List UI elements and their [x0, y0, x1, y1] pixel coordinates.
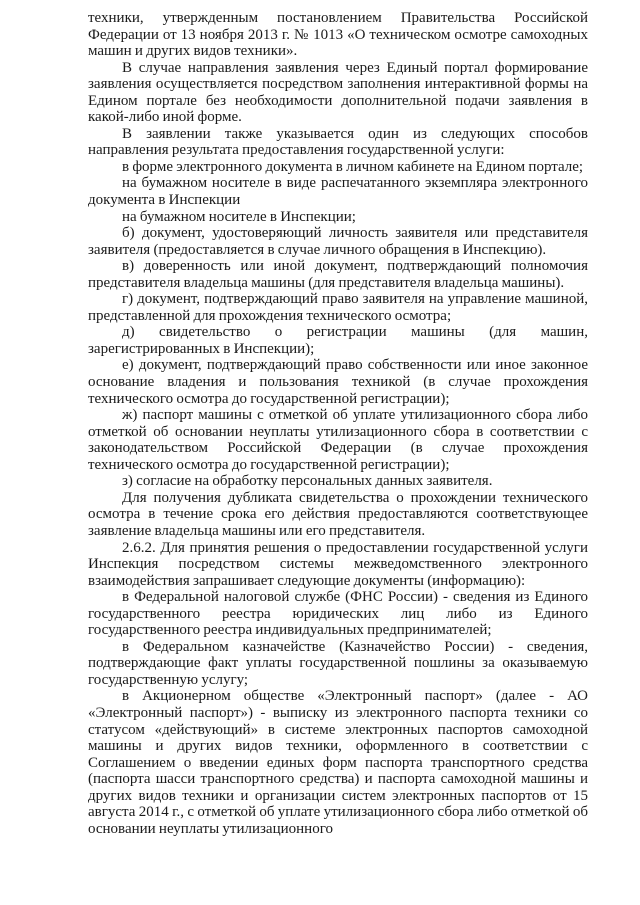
- list-item-b-identity: б) документ, удостоверяющий личность заявителя или представителя заявителя (предоставляется в случае личного обращения в Инспекцию).: [88, 225, 588, 258]
- list-item-v-power-of-attorney: в) доверенность или иной документ, подтверждающий полномочия представителя владельца машины (для представителя владельца машины).: [88, 258, 588, 291]
- list-item-g-driving-right: г) документ, подтверждающий право заявителя на управление машиной, представленной для прохождения технического осмотра;: [88, 291, 588, 324]
- paragraph-continuation: техники, утвержденным постановлением Правительства Российской Федерации от 13 ноября 2013 г. № 1013 «О техническом осмотре самоходных машин и других видов техники».: [88, 10, 588, 60]
- document-page: [88, 10, 588, 837]
- paragraph-section-2-6-2: 2.6.2. Для принятия решения о предоставлении государственной услуги Инспекция посредством системы межведомственного электронного взаимодействия запрашивает следующие документы (информацию):: [88, 539, 588, 589]
- list-item-fns: в Федеральной налоговой службе (ФНС России) - сведения из Единого государственного реестра юридических лиц либо из Единого государственного реестра индивидуальных предпринимателей;: [88, 589, 588, 639]
- list-item-paper-inspection: на бумажном носителе в Инспекции;: [122, 208, 356, 225]
- list-item-e-ownership: е) документ, подтверждающий право собственности или иное законное основание владения и пользования техникой (в случае прохождения технического осмотра до государственной регистрации);: [88, 357, 588, 407]
- list-item-electronic-cabinet: в форме электронного документа в личном кабинете на Едином портале;: [122, 158, 584, 175]
- paragraph-result-methods: В заявлении также указывается один из следующих способов направления результата предоставления государственной услуги:: [88, 125, 588, 159]
- paragraph-duplicate: Для получения дубликата свидетельства о прохождении технического осмотра в течение срока его действия предоставляются соответствующее заявление владельца машины или его представителя.: [88, 489, 588, 539]
- list-item-zh-machine-passport: ж) паспорт машины с отметкой об уплате утилизационного сбора либо отметкой об основании неуплаты утилизационного сбора в соответствии с законодательством Российской Федерации (в случае прохождения технического осмотра до государственной регистрации);: [88, 407, 588, 473]
- list-item-treasury: в Федеральном казначействе (Казначейство России) - сведения, подтверждающие факт уплаты государственной пошлины за оказываемую государственную услугу;: [88, 638, 588, 688]
- list-item-paper-printout: на бумажном носителе в виде распечатанного экземпляра электронного документа в Инспекции: [88, 175, 588, 209]
- list-item-electronic-passport: в Акционерном обществе «Электронный паспорт» (далее - АО «Электронный паспорт») - выписку из электронного паспорта техники со статусом «действующий» в системе электронных паспортов самоходной машины и других видов техники, оформленного в соответствии с Соглашением о введении единых форм паспорта транспортного средства (паспорта шасси транспортного средства) и паспорта самоходной машины и других видов техники и организации систем электронных паспортов от 15 августа 2014 г., с отметкой об уплате утилизационного сбора либо отметкой об основании неуплаты утилизационного: [88, 688, 588, 837]
- list-item-z-data-consent: з) согласие на обработку персональных данных заявителя.: [122, 473, 493, 490]
- list-item-d-registration-certificate: д) свидетельство о регистрации машины (для машин, зарегистрированных в Инспекции);: [88, 324, 588, 357]
- paragraph-portal-submission: В случае направления заявления через Единый портал формирование заявления осуществляется посредством заполнения интерактивной формы на Едином портале без необходимости дополнительной подачи заявления в какой-либо иной форме.: [88, 59, 588, 126]
